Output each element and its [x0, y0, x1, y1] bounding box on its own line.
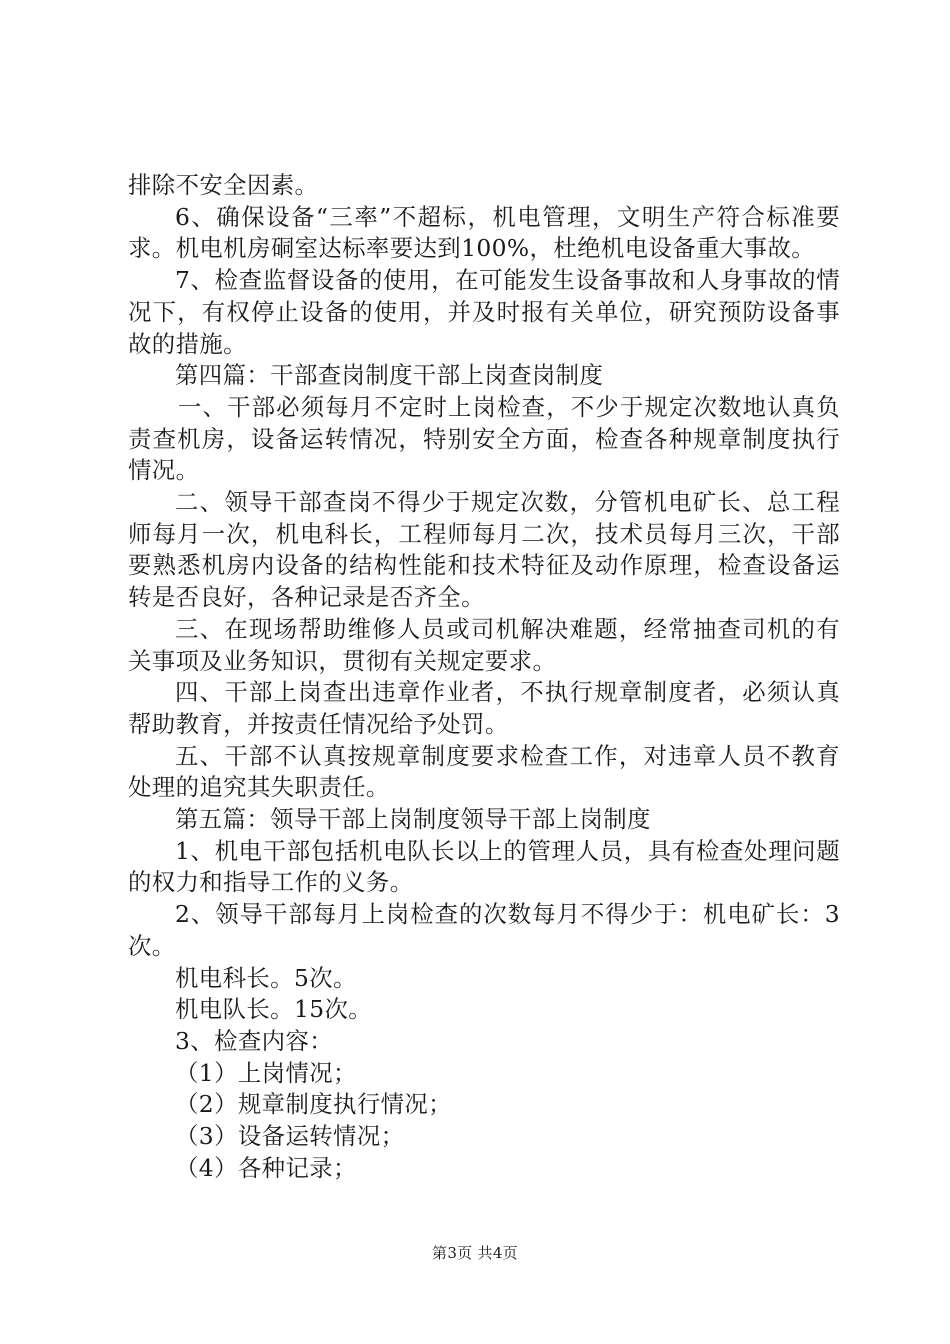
- paragraph: 五、干部不认真按规章制度要求检查工作，对违章人员不教育处理的追究其失职责任。: [128, 741, 840, 802]
- section-heading: 第五篇：领导干部上岗制度领导干部上岗制度: [175, 805, 651, 834]
- paragraph: 3、检查内容：: [175, 1026, 334, 1055]
- section-heading: 第四篇：干部查岗制度干部上岗查岗制度: [175, 361, 604, 390]
- list-item: （4）各种记录；: [175, 1153, 357, 1182]
- page-footer: 第3页 共4页: [432, 1244, 518, 1262]
- paragraph: 机电队长。15次。: [175, 995, 373, 1024]
- paragraph: 四、干部上岗查出违章作业者，不执行规章制度者，必须认真帮助教育，并按责任情况给予处罚。: [128, 678, 840, 738]
- paragraph: 7、检查监督设备的使用，在可能发生设备事故和人身事故的情况下，有权停止设备的使用，并及时报有关单位，研究预防设备事故的措施。: [128, 266, 840, 358]
- document-body: [128, 170, 840, 1185]
- paragraph: 2、领导干部每月上岗检查的次数每月不得少于：机电矿长：3次。: [128, 900, 840, 960]
- paragraph: 机电科长。5次。: [175, 963, 357, 992]
- paragraph: 1、机电干部包括机电队长以上的管理人员，具有检查处理问题的权力和指导工作的义务。: [128, 836, 840, 897]
- paragraph: 一、干部必须每月不定时上岗检查，不少于规定次数地认真负责查机房，设备运转情况，特别安全方面，检查各种规章制度执行情况。: [128, 392, 840, 485]
- list-item: （1）上岗情况；: [175, 1058, 357, 1087]
- list-item: （3）设备运转情况；: [175, 1122, 405, 1151]
- paragraph: 三、在现场帮助维修人员或司机解决难题，经常抽查司机的有关事项及业务知识，贯彻有关规定要求。: [128, 614, 840, 675]
- paragraph: 排除不安全因素。: [128, 171, 319, 199]
- paragraph: 6、确保设备“三率”不超标，机电管理，文明生产符合标准要求。机电机房硐室达标率要达到100%，杜绝机电设备重大事故。: [128, 202, 840, 263]
- paragraph: 二、领导干部查岗不得少于规定次数，分管机电矿长、总工程师每月一次，机电科长，工程师每月二次，技术员每月三次，干部要熟悉机房内设备的结构性能和技术特征及动作原理，检查设备运转是否良好，各种记录是否齐全。: [128, 488, 840, 612]
- list-item: （2）规章制度执行情况；: [175, 1090, 452, 1119]
